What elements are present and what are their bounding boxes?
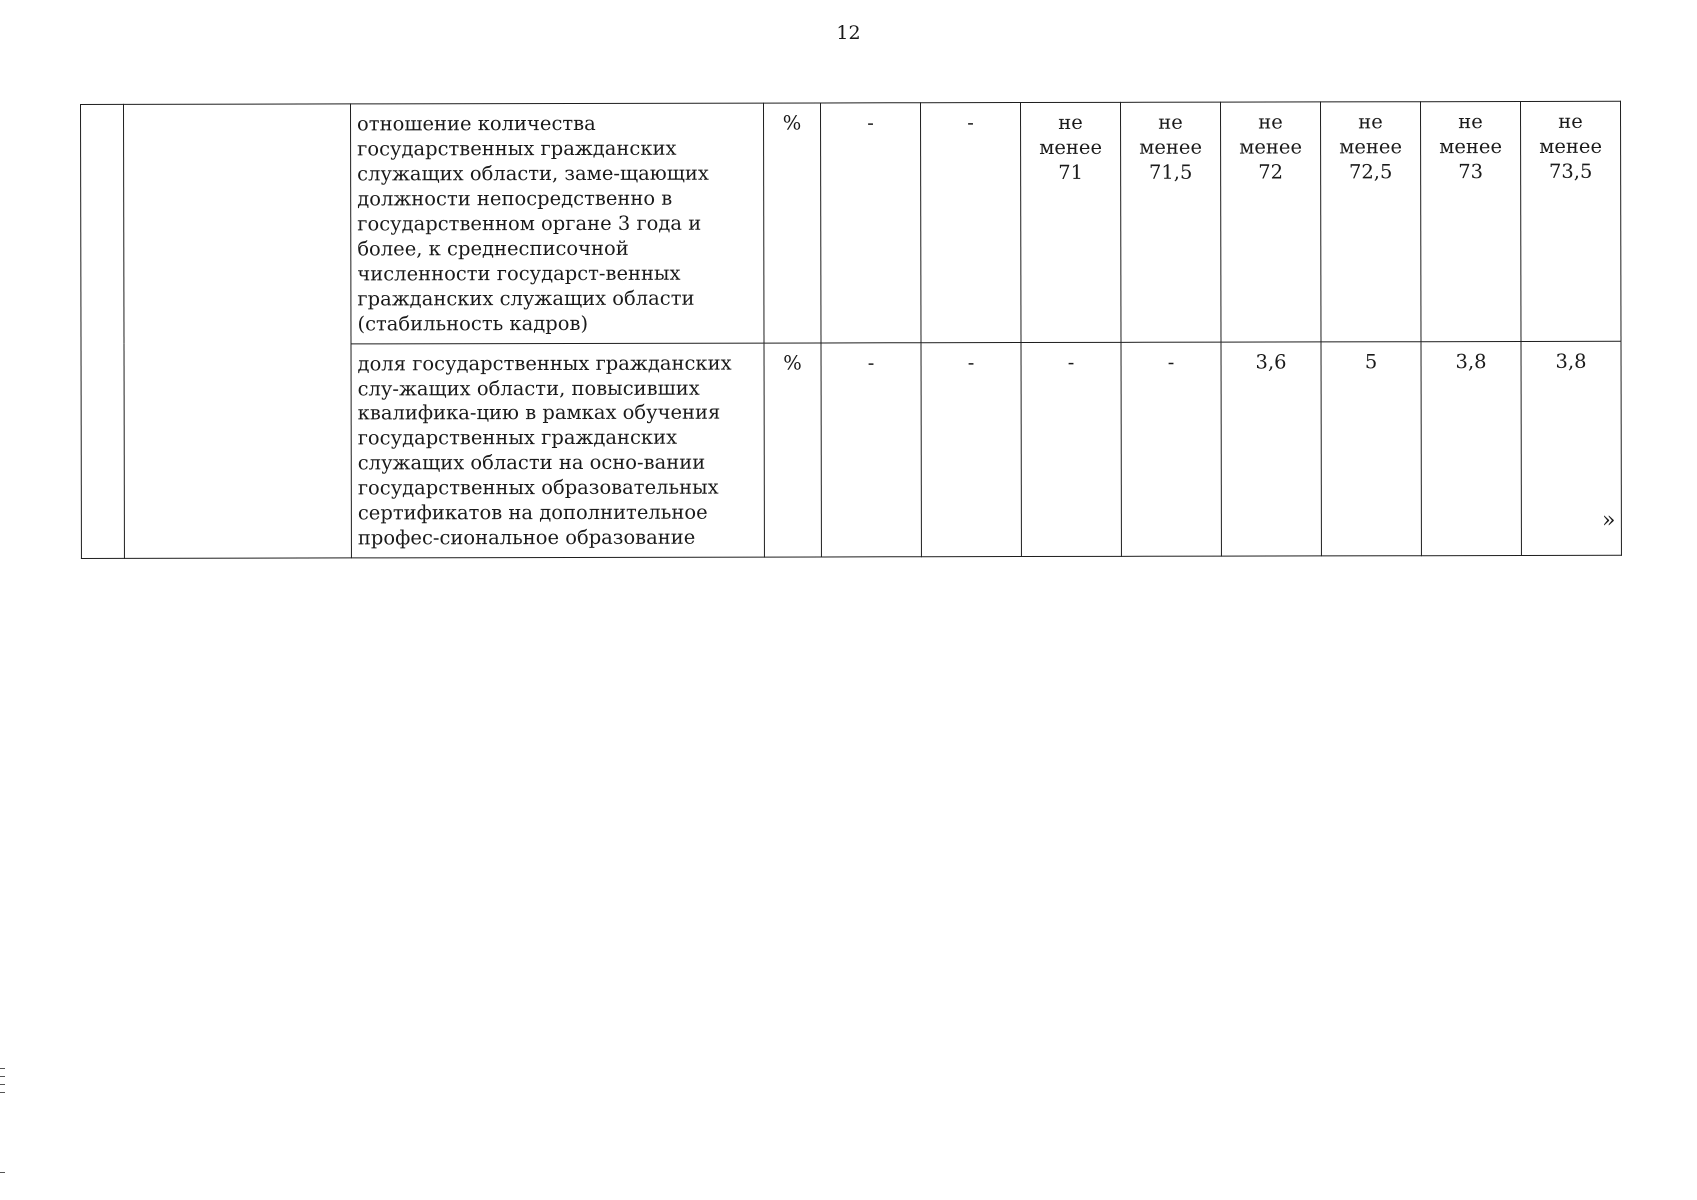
value-cell: -: [821, 342, 921, 557]
value-cell: 3,8: [1421, 341, 1521, 556]
table-row: [81, 101, 1621, 344]
value-cell: не менее 73: [1420, 101, 1521, 341]
closing-quote: »: [1602, 508, 1616, 533]
value-cell: -: [920, 103, 1021, 343]
unit-cell: %: [764, 343, 821, 558]
indicator-description: отношение количества государственных гражданских служащих области, заме-щающих должности непосредственно в государственном органе 3 года и более, к среднесписочной численности государст-венных гражданских служащих области (стабильность кадров): [351, 103, 765, 343]
scan-artifact: [0, 1172, 5, 1173]
page-number: 12: [836, 22, 861, 44]
value-cell: 3,8: [1521, 341, 1621, 556]
scan-artifact: [0, 1084, 5, 1085]
value-cell: не менее 71,5: [1120, 102, 1221, 342]
value-cell: -: [921, 342, 1021, 557]
value-cell: не менее 72: [1220, 102, 1321, 342]
value-cell: -: [1121, 342, 1221, 557]
value-cell: не менее 71: [1020, 102, 1121, 342]
unit-cell: %: [763, 103, 821, 343]
indicators-table: [80, 101, 1622, 559]
value-cell: не менее 73,5: [1520, 101, 1621, 341]
goal-cell: [124, 104, 352, 559]
value-cell: -: [1021, 342, 1121, 557]
scan-artifact: [0, 1092, 5, 1093]
value-cell: 5: [1321, 341, 1421, 556]
scan-artifact: [0, 1068, 5, 1069]
scan-artifact: [0, 1076, 5, 1077]
value-cell: не менее 72,5: [1320, 102, 1421, 342]
number-cell: [81, 104, 125, 558]
value-cell: -: [820, 103, 921, 343]
value-cell: 3,6: [1221, 341, 1321, 556]
indicator-description: доля государственных гражданских слу-жащих области, повысивших квалифика-цию в рамках обучения государственных гражданских служащих области на осно-вании государственных образовательных сертификатов на дополнительное профес-сиональное образование: [351, 343, 764, 558]
